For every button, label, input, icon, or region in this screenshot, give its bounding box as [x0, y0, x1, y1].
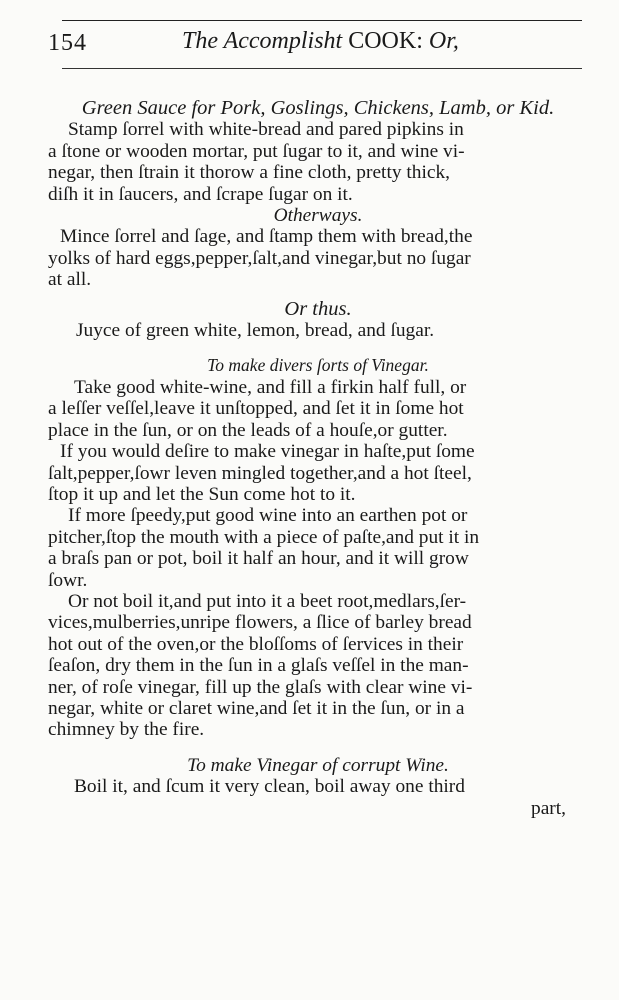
text-line: pitcher,ſtop the mouth with a piece of paſte,and put it in: [48, 526, 480, 548]
top-rule: [62, 20, 582, 21]
page-header: [38, 28, 598, 68]
text-line: If more ſpeedy,put good wine into an earthen pot or: [68, 505, 468, 527]
text-line: ſeaſon, dry them in the ſun in a glaſs veſſel in the man-: [48, 655, 469, 677]
text-line: ner, of roſe vinegar, fill up the glaſs with clear wine vi-: [48, 676, 473, 698]
text-line: a braſs pan or pot, boil it half an hour, and it will grow: [48, 548, 469, 570]
text-line: a leſſer veſſel,leave it unſtopped, and ſet it in ſome hot: [48, 398, 464, 420]
text-line: Boil it, and ſcum it very clean, boil away one third: [74, 776, 465, 798]
catchword: part,: [531, 797, 566, 819]
text-line: chimney by the fire.: [48, 719, 205, 741]
text-line: at all.: [48, 269, 92, 291]
text-line: negar, then ſtrain it thorow a fine cloth, pretty thick,: [48, 162, 450, 184]
recipe-heading-vinegar: To make divers ſorts of Vinegar.: [207, 355, 429, 376]
running-title-italic: The Accomplisht: [182, 28, 343, 54]
text-line: hot out of the oven,or the bloſſoms of ſervices in their: [48, 633, 464, 655]
text-line: Juyce of green white, lemon, bread, and ſugar.: [76, 320, 435, 342]
running-title-caps: COOK:: [348, 28, 423, 54]
recipe-heading-corrupt-wine: To make Vinegar of corrupt Wine.: [187, 754, 449, 776]
text-line: Mince ſorrel and ſage, and ſtamp them with bread,the: [60, 226, 473, 248]
text-line: a ſtone or wooden mortar, put ſugar to it, and wine vi-: [48, 140, 465, 162]
recipe-heading-green-sauce: Green Sauce for Pork, Goslings, Chickens, Lamb, or Kid.: [81, 97, 555, 119]
header-rule: [62, 68, 582, 69]
recipe-heading-otherways: Otherways.: [273, 205, 363, 227]
text-line: ſtop it up and let the Sun come hot to it.: [48, 483, 356, 505]
text-line: If you would deſire to make vinegar in haſte,put ſome: [60, 441, 475, 463]
running-title-tail: Or,: [428, 28, 459, 54]
text-line: place in the ſun, or on the leads of a houſe,or gutter.: [48, 419, 448, 441]
text-line: diſh it in ſaucers, and ſcrape ſugar on it.: [48, 183, 353, 205]
text-line: yolks of hard eggs,pepper,ſalt,and vinegar,but no ſugar: [48, 247, 471, 269]
text-line: Take good white-wine, and fill a firkin half full, or: [74, 376, 467, 398]
text-line: Stamp ſorrel with white-bread and pared pipkins in: [68, 119, 464, 141]
text-line: vices,mulberries,unripe flowers, a ſlice of barley bread: [48, 612, 472, 634]
text-line: Or not boil it,and put into it a beet root,medlars,ſer-: [68, 590, 467, 612]
page-number: 154: [48, 30, 87, 56]
body-text: [48, 98, 588, 819]
text-line: ſowr.: [48, 569, 88, 591]
text-line: ſalt,pepper,ſowr leven mingled together,and a hot ſteel,: [48, 462, 472, 484]
recipe-heading-or-thus: Or thus.: [284, 297, 352, 320]
running-title: [182, 28, 459, 55]
text-line: negar, white or claret wine,and ſet it in the ſun, or in a: [48, 697, 465, 719]
